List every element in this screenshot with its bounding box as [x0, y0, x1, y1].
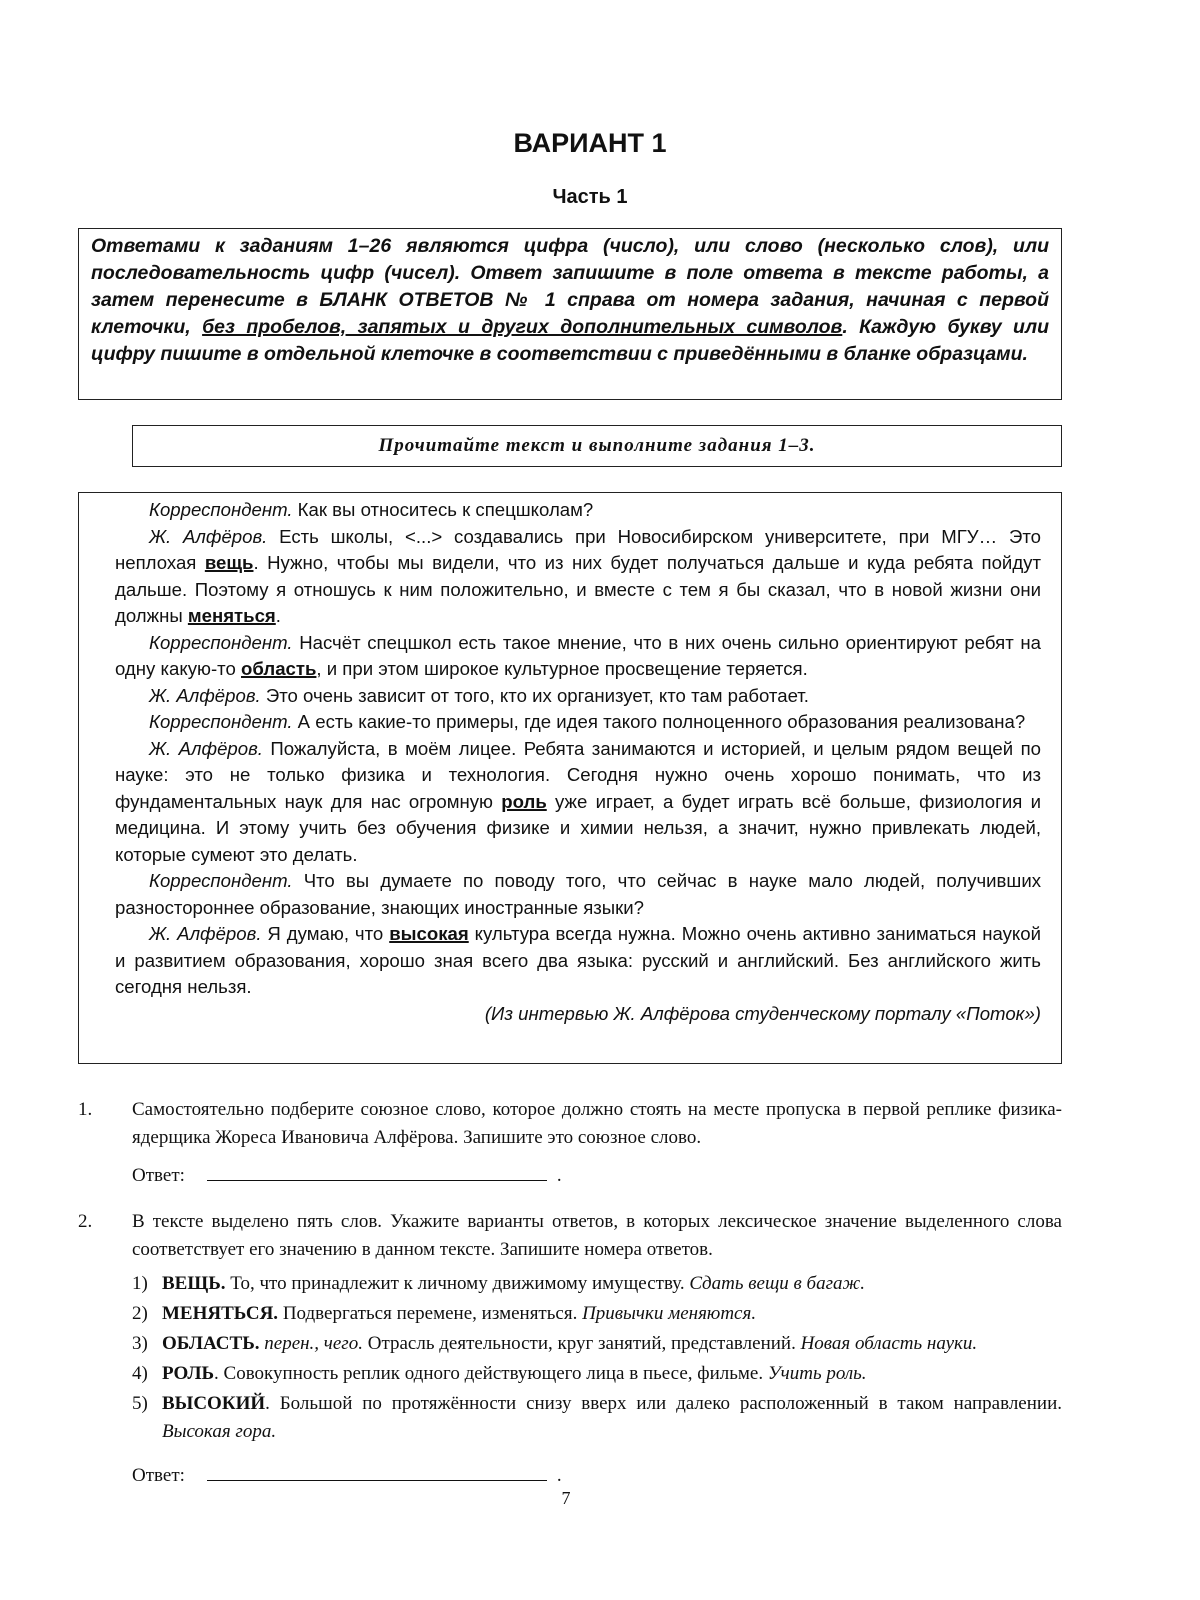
option-example: Новая область науки. [800, 1333, 978, 1354]
option-definition: То, что принадлежит к личному движимому имуществу. [225, 1273, 690, 1294]
interview-paragraph [115, 524, 1041, 630]
highlighted-word: область [241, 658, 317, 679]
speaker: Ж. Алфёров. [149, 923, 262, 944]
task-1 [78, 1096, 1062, 1190]
interview-paragraph [115, 497, 1041, 524]
instructions-text: Ответами к заданиям 1–26 являются цифра (число), или слово (несколько слов), или последовательность цифр (чисел). Ответ запишите в поле ответа в тексте работы, а затем перенесите в БЛАНК ОТВЕТОВ № 1 справа от номера задания, начиная с первой клеточки, [91, 235, 1049, 338]
option-definition: . Большой по протяжённости снизу вверх или далеко расположенный в таком направлении. [265, 1393, 1062, 1414]
answer-row [132, 1460, 1062, 1490]
source-citation: (Из интервью Ж. Алфёрова студенческому порталу «Поток») [484, 1002, 1041, 1024]
answer-field[interactable] [207, 1460, 547, 1481]
remark: . [275, 605, 281, 626]
remark: Это очень зависит от того, кто их организует, кто там работает. [260, 684, 809, 706]
option-4 [132, 1360, 1062, 1388]
option-3 [132, 1330, 1062, 1358]
task-text: Самостоятельно подберите союзное слово, которое должно стоять на месте пропуска в первой реплике физика-ядерщика Жореса Ивановича Алфёрова. Запишите это союзное слово. [132, 1099, 1062, 1148]
highlighted-word: вещь [204, 552, 254, 573]
interview-text-box [78, 492, 1062, 1064]
option-2 [132, 1300, 1062, 1328]
remark: Что вы думаете по поводу того, что сейчас в науке мало людей, получивших разностороннее образование, знающих иностранные языки? [115, 870, 1041, 918]
answer-field[interactable] [207, 1160, 547, 1181]
answer-row [132, 1160, 1062, 1190]
remark: Как вы относитесь к спецшколам? [292, 499, 594, 520]
interview-paragraph [115, 921, 1041, 1001]
highlighted-word: высокая [389, 923, 469, 944]
page-number: 7 [561, 1488, 571, 1508]
option-number: 5) [132, 1393, 148, 1414]
option-word: ВЕЩЬ. [162, 1273, 226, 1294]
remark: Насчёт спецшкол есть такое мнение, что в них очень сильно ориентируют ребят на одну какую-то [115, 631, 1041, 679]
speaker: Корреспондент. [149, 870, 293, 891]
instructions-box [78, 228, 1062, 400]
option-grammar-note: перен., чего. [259, 1333, 363, 1354]
option-word: ОБЛАСТЬ. [162, 1333, 260, 1354]
option-number: 3) [132, 1333, 148, 1354]
speaker: Корреспондент. [149, 711, 293, 732]
remark: Есть школы, <...> создавались при Новосибирском университете, при МГУ… Это неплохая [115, 525, 1041, 573]
option-number: 2) [132, 1303, 148, 1324]
speaker: Корреспондент. [149, 499, 293, 520]
interview-paragraph [115, 683, 1041, 710]
answer-label: Ответ: [132, 1465, 185, 1486]
read-prompt: Прочитайте текст и выполните задания 1–3. [378, 435, 816, 456]
remark: культура всегда нужна. Можно очень активно заниматься наукой и развитием образования, хорошо зная всего два языка: русский и английский. Без английского жить сегодня нельзя. [115, 923, 1041, 997]
remark: уже играет, а будет играть всё больше, физиология и медицина. И этому учить без обучения физике и химии нельзя, а значит, нужно привлекать людей, которые сумеют это делать. [115, 790, 1041, 865]
option-definition: . Совокупность реплик одного действующего лица в пьесе, фильме. [214, 1363, 768, 1384]
option-1 [132, 1270, 1062, 1298]
option-word: МЕНЯТЬСЯ. [162, 1303, 279, 1324]
answer-label: Ответ: [132, 1165, 185, 1186]
option-example: Привычки меняются. [582, 1303, 757, 1324]
option-example: Сдать вещи в багаж. [689, 1273, 865, 1294]
remark: , и при этом широкое культурное просвещение теряется. [316, 658, 808, 679]
part-title: Часть 1 [552, 186, 628, 208]
speaker: Ж. Алфёров. [149, 737, 263, 759]
option-word: ВЫСОКИЙ [162, 1393, 266, 1414]
interview-paragraph [115, 736, 1041, 869]
remark: . Нужно, чтобы мы видели, что из них будет получаться дальше и куда ребята пойдут дальше. Поэтому я отношусь к ним положительно, и вместе с тем я бы сказал, что в новой жизни они должны [115, 552, 1041, 626]
option-example: Высокая гора. [162, 1421, 277, 1442]
option-example: Учить роль. [767, 1363, 867, 1384]
task-text: В тексте выделено пять слов. Укажите варианты ответов, в которых лексическое значение выделенного слова соответствует его значению в данном тексте. Запишите номера ответов. [132, 1211, 1062, 1260]
highlighted-word: роль [501, 790, 547, 812]
instructions-underlined: без пробелов, запятых и других дополнительных символов [202, 316, 843, 338]
remark: Пожалуйста, в моём лицее. Ребята занимаются и историей, и целым рядом вещей по науке: это не только физика и технология. Сегодня нужно очень хорошо понимать, что из фундаментальных наук для нас огромную [115, 737, 1041, 812]
interview-paragraph [115, 868, 1041, 921]
instructions-text-end: . Каждую букву или цифру пишите в отдельной клеточке в соответствии с приведёнными в бланке образцами. [91, 316, 1050, 365]
answer-period: . [556, 1465, 562, 1486]
speaker: Ж. Алфёров. [149, 684, 261, 706]
option-5 [132, 1390, 1062, 1446]
option-definition: Подвергаться перемене, изменяться. [278, 1303, 583, 1324]
variant-title: ВАРИАНТ 1 [513, 128, 667, 158]
read-prompt-box [132, 425, 1062, 467]
option-definition: Отрасль деятельности, круг занятий, представлений. [362, 1333, 801, 1354]
task-number: 2. [78, 1211, 93, 1232]
highlighted-word: меняться [187, 605, 276, 626]
speaker: Ж. Алфёров. [149, 525, 268, 547]
option-number: 4) [132, 1363, 148, 1384]
answer-period: . [556, 1165, 562, 1186]
remark: А есть какие-то примеры, где идея такого полноценного образования реализована? [292, 711, 1026, 732]
interview-paragraph [115, 709, 1041, 736]
task-number: 1. [78, 1099, 93, 1120]
option-word: РОЛЬ [162, 1363, 215, 1384]
interview-paragraph [115, 630, 1041, 683]
task-2 [78, 1208, 1062, 1490]
remark: Я думаю, что [261, 923, 390, 944]
option-number: 1) [132, 1273, 148, 1294]
speaker: Корреспондент. [149, 631, 293, 653]
answer-options [132, 1270, 1062, 1446]
